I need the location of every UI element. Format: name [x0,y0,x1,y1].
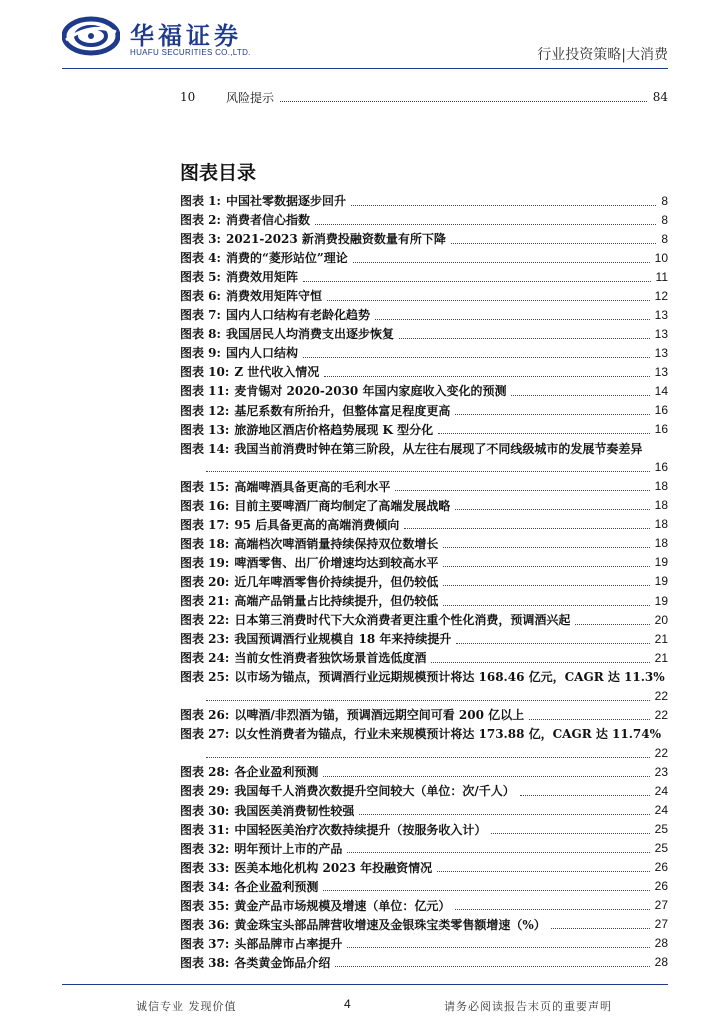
dot-leader [303,272,651,282]
figure-page: 18 [654,479,668,494]
figure-label: 图表 5: [180,270,221,285]
figure-page: 23 [654,764,668,779]
figure-page: 27 [654,898,668,913]
figure-title: 我国预调酒行业规模自 18 年来持续提升 [234,632,452,647]
dot-leader [206,748,650,758]
figure-title: 我国当前消费时钟在第三阶段，从左往右展现了不同线级城市的发展节奏差异 [234,441,643,456]
figure-page: 27 [654,917,668,932]
figure-label: 图表 10: [180,365,230,380]
figure-label: 图表 2: [180,213,221,228]
figure-page: 20 [654,612,668,627]
figure-title: 国内人口结构 [225,346,298,361]
figure-label: 图表 9: [180,346,221,361]
figure-page: 13 [654,307,668,322]
dot-leader [206,462,650,472]
dot-leader [455,900,649,910]
figure-toc-list [180,191,668,972]
figure-toc-entry[interactable] [180,934,668,953]
figure-toc-entry[interactable] [180,420,668,439]
dot-leader [395,481,649,491]
figure-page: 16 [654,403,668,418]
figure-toc-entry[interactable] [180,191,668,210]
figure-label: 图表 7: [180,308,221,323]
figure-page: 8 [661,193,668,208]
figure-label: 图表 34: [180,879,230,894]
figure-toc-entry[interactable] [180,553,668,572]
figure-label: 图表 38: [180,955,230,970]
figure-toc-entry[interactable] [180,343,668,362]
figure-title: 我国居民人均消费支出逐步恢复 [225,327,394,342]
dot-leader [323,881,649,891]
figure-toc-entry[interactable] [180,953,668,972]
dot-leader [520,786,650,796]
figure-toc-entry-continuation[interactable] [180,743,668,762]
figure-toc-entry-continuation[interactable] [180,458,668,477]
dot-leader [351,196,656,206]
figure-toc-entry[interactable] [180,381,668,400]
dot-leader [347,938,649,948]
figure-label: 图表 17: [180,517,230,532]
company-name-cn: 华福证券 [130,21,242,50]
figure-toc-entry[interactable] [180,572,668,591]
toc-entry-risk[interactable] [180,87,668,107]
figure-toc-entry[interactable] [180,629,668,648]
figure-toc-entry[interactable] [180,781,668,800]
figure-title: 中国轻医美治疗次数持续提升（按服务收入计） [234,822,487,837]
figure-label: 图表 19: [180,555,230,570]
figure-title: 日本第三消费时代下大众消费者更注重个性化消费，预调酒兴起 [234,613,571,628]
figure-toc-entry[interactable] [180,705,668,724]
dot-leader [456,634,649,644]
figure-toc-entry[interactable] [180,858,668,877]
footer-slogan: 诚信专业 发现价值 [136,1000,237,1013]
figure-title: 当前女性消费者独饮场景首选低度酒 [234,651,427,666]
figure-title: 各类黄金饰品介绍 [234,955,331,970]
dot-leader [511,386,649,396]
figure-title: 国内人口结构有老龄化趋势 [225,308,370,323]
dot-leader [375,310,650,320]
page-footer [0,984,724,1024]
figure-title: 中国社零数据逐步回升 [225,194,346,209]
figure-toc-entry[interactable] [180,610,668,629]
figure-label: 图表 35: [180,898,230,913]
figure-title: 95 后具备更高的高端消费倾向 [234,517,400,532]
figure-page: 21 [654,650,668,665]
figure-title: 啤酒零售、出厂价增速均达到较高水平 [234,555,439,570]
figure-page: 10 [654,250,668,265]
figure-title: 高端啤酒具备更高的毛利水平 [234,479,391,494]
dot-leader [404,519,649,529]
figure-toc-entry[interactable] [180,724,668,743]
dot-leader [455,500,649,510]
dot-leader [551,919,650,929]
figure-page: 18 [654,517,668,532]
figure-page: 24 [654,783,668,798]
figure-label: 图表 14: [180,441,230,456]
figure-page: 13 [654,326,668,341]
dot-leader [529,710,650,720]
figure-label: 图表 32: [180,841,230,856]
figure-toc-entry[interactable] [180,401,668,420]
figure-label: 图表 25: [180,670,230,685]
company-logo [62,12,252,62]
figure-label: 图表 15: [180,479,230,494]
figure-label: 图表 33: [180,860,230,875]
figure-label: 图表 30: [180,803,230,818]
figure-toc-entry[interactable] [180,591,668,610]
figure-label: 图表 13: [180,422,230,437]
figure-title: 目前主要啤酒厂商均制定了高端发展战略 [234,498,451,513]
dot-leader [437,862,650,872]
figure-toc-entry[interactable] [180,362,668,381]
figure-label: 图表 16: [180,498,230,513]
figure-label: 图表 37: [180,936,230,951]
figure-page: 21 [654,631,668,646]
dot-leader [443,576,649,586]
figure-label: 图表 6: [180,289,221,304]
figure-toc-entry[interactable] [180,896,668,915]
figure-label: 图表 12: [180,403,230,418]
figure-label: 图表 23: [180,632,230,647]
figure-toc-entry[interactable] [180,229,668,248]
figure-toc-entry[interactable] [180,515,668,534]
figure-page: 22 [654,707,668,722]
footer-divider [62,984,668,985]
page-number: 4 [344,997,351,1011]
figure-toc-entry[interactable] [180,648,668,667]
figure-title: 我国每千人消费次数提升空间较大（单位：次/千人） [234,784,515,799]
figure-page: 16 [654,422,668,437]
figure-title: 消费效用矩阵 [225,270,298,285]
dot-leader [303,348,650,358]
dot-leader [280,92,647,102]
figure-toc-entry[interactable] [180,477,668,496]
figure-title: 高端档次啤酒销量持续保持双位数增长 [234,536,439,551]
dot-leader [324,367,649,377]
figure-label: 图表 26: [180,708,230,723]
figure-label: 图表 22: [180,613,230,628]
figure-page: 25 [654,841,668,856]
figure-title: Z 世代收入情况 [234,365,320,380]
figure-page: 8 [661,212,668,227]
figure-toc-entry[interactable] [180,324,668,343]
figure-toc-entry[interactable] [180,534,668,553]
figure-label: 图表 24: [180,651,230,666]
figure-label: 图表 8: [180,327,221,342]
figure-toc-entry[interactable] [180,801,668,820]
figure-page: 8 [661,231,668,246]
toc-entry-number: 10 [180,90,196,104]
figure-toc-entry[interactable] [180,667,668,686]
figure-title: 基尼系数有所抬升，但整体富足程度更高 [234,403,451,418]
figure-toc-entry[interactable] [180,877,668,896]
figure-title: 头部品牌市占率提升 [234,936,343,951]
figure-toc-entry[interactable] [180,439,668,458]
figure-label: 图表 1: [180,194,221,209]
figure-page: 19 [654,593,668,608]
figure-toc-entry[interactable] [180,839,668,858]
toc-entry-title: 风险提示 [226,90,275,105]
figure-title: 医美本地化机构 2023 年投融资情况 [234,860,433,875]
figure-label: 图表 11: [180,384,230,399]
figure-title: 以啤酒/非烈酒为锚，预调酒远期空间可看 200 亿以上 [234,708,525,723]
figure-toc-entry[interactable] [180,210,668,229]
figure-page: 11 [655,269,668,284]
figure-page: 22 [654,688,668,703]
figure-page: 22 [654,745,668,760]
dot-leader [315,215,656,225]
dot-leader [327,291,650,301]
figure-page: 28 [654,955,668,970]
figure-label: 图表 27: [180,727,230,742]
figure-label: 图表 21: [180,594,230,608]
figure-title: 明年预计上市的产品 [234,841,343,856]
figure-toc-entry[interactable] [180,286,668,305]
figure-page: 26 [654,879,668,894]
figure-toc-title: 图表目录 [180,162,257,184]
figure-toc-entry[interactable] [180,915,668,934]
dot-leader [438,424,650,434]
dot-leader [206,691,650,701]
dot-leader [443,596,649,606]
figure-page: 28 [654,936,668,951]
huafu-logo-icon [62,16,120,56]
dot-leader [451,234,656,244]
figure-toc-entry-continuation[interactable] [180,686,668,705]
footer-disclaimer: 请务必阅读报告末页的重要声明 [444,1000,612,1013]
figure-title: 2021-2023 新消费投融资数量有所下降 [225,232,446,247]
figure-title: 旅游地区酒店价格趋势展现 K 型分化 [234,422,434,437]
figure-toc-entry[interactable] [180,248,668,267]
figure-label: 图表 36: [180,917,230,932]
dot-leader [575,615,649,625]
dot-leader [491,824,649,834]
figure-toc-entry[interactable] [180,267,668,286]
figure-page: 18 [654,536,668,551]
figure-toc-entry[interactable] [180,305,668,324]
figure-page: 13 [654,364,668,379]
dot-leader [455,405,649,415]
figure-label: 图表 29: [180,784,230,799]
page-header [0,0,724,70]
report-category: 行业投资策略|大消费 [537,47,668,63]
figure-toc-entry[interactable] [180,762,668,781]
figure-title: 黄金产品市场规模及增速（单位：亿元） [234,898,451,913]
figure-title: 消费者信心指数 [225,213,310,228]
dot-leader [359,805,649,815]
figure-page: 24 [654,803,668,818]
figure-title: 消费效用矩阵守恒 [225,289,322,304]
figure-page: 12 [654,288,668,303]
figure-page: 18 [654,498,668,513]
figure-title: 黄金珠宝头部品牌营收增速及金银珠宝类零售额增速（%） [234,917,546,932]
figure-title: 麦肯锡对 2020-2030 年国内家庭收入变化的预测 [234,384,507,399]
figure-title: 我国医美消费韧性较强 [234,803,355,818]
dot-leader [353,253,650,263]
figure-page: 19 [654,574,668,589]
figure-label: 图表 28: [180,765,230,780]
dot-leader [323,767,649,777]
dot-leader [443,538,649,548]
figure-page: 16 [654,460,668,475]
dot-leader [443,557,649,567]
toc-entry-page: 84 [652,90,668,104]
figure-page: 14 [654,383,668,398]
figure-toc-entry[interactable] [180,820,668,839]
figure-title: 以女性消费者为锚点，行业未来规模预计将达 173.88 亿，CAGR 达 11.74% [234,727,662,742]
dot-leader [399,329,650,339]
figure-page: 19 [654,555,668,570]
figure-page: 25 [654,822,668,837]
dot-leader [347,843,649,853]
figure-title: 各企业盈利预测 [234,879,319,894]
figure-title: 近几年啤酒零售价持续提升，但仍较低 [234,574,439,589]
dot-leader [335,957,649,967]
figure-title: 以市场为锚点，预调酒行业远期规模预计将达 168.46 亿元，CAGR 达 11.3% [234,670,665,685]
figure-page: 26 [654,860,668,875]
figure-label: 图表 18: [180,536,230,551]
figure-label: 图表 20: [180,574,230,589]
figure-title: 各企业盈利预测 [234,765,319,780]
figure-label: 图表 3: [180,232,221,247]
figure-title: 高端产品销量占比持续提升，但仍较低 [234,594,439,608]
company-name-en: HUAFU SECURITIES CO.,LTD. [130,48,251,57]
figure-label: 图表 31: [180,822,230,837]
figure-page: 13 [654,345,668,360]
figure-label: 图表 4: [180,251,221,266]
figure-title: 消费的“菱形站位”理论 [225,251,348,266]
dot-leader [431,653,649,663]
figure-toc-entry[interactable] [180,496,668,515]
header-divider [62,68,668,69]
